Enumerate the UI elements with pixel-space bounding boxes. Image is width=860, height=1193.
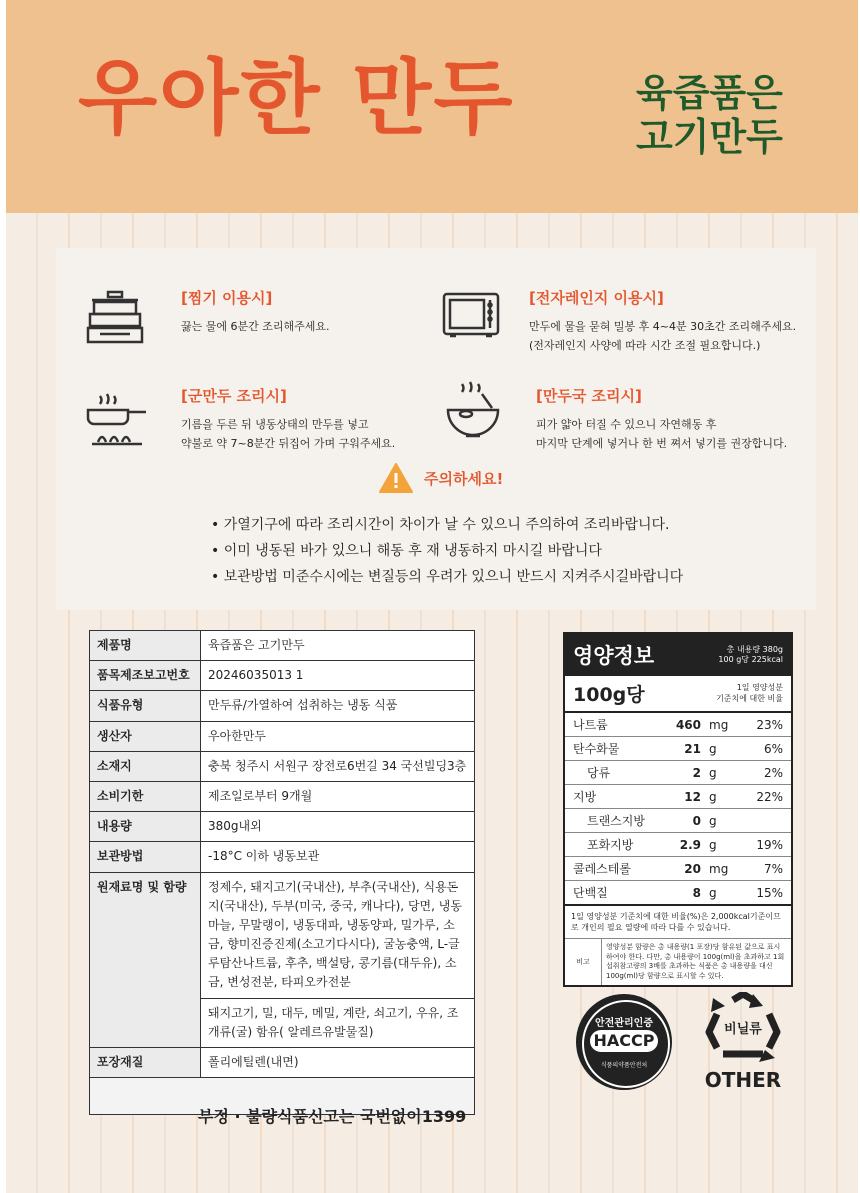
info-row — [90, 1048, 475, 1078]
method-title: [군만두 조리시] — [181, 387, 287, 405]
allergens-value: 돼지고기, 밀, 대두, 메밀, 계란, 쇠고기, 우유, 조개류(굴) 함유( 알레르유발물질) — [201, 998, 475, 1047]
method-desc-line: 기름을 두른 뒤 냉동상태의 만두를 넣고 — [181, 418, 369, 431]
haccp-badge — [576, 994, 672, 1090]
info-label: 생산자 — [90, 721, 201, 751]
info-value: 제조일로부터 9개월 — [201, 781, 475, 811]
method-desc — [181, 318, 330, 337]
nutrient-row — [565, 785, 791, 809]
nutrient-unit: g — [709, 741, 717, 756]
nutrient-row — [565, 713, 791, 737]
nutrient-row — [565, 809, 791, 833]
note-text: 영양성분 함량은 총 내용량(1 포장)당 함유된 값으로 표시 하여야 한다. 다만, 총 내용량이 100g(ml)을 초과하고 1회 섭취참고량의 3배를 초과하는 식품은 총 내용량을 대신 100g(ml)당 함량으로 표시할 수 있다. — [606, 943, 785, 980]
method-microwave — [529, 287, 796, 355]
info-label: 식품유형 — [90, 691, 201, 721]
method-desc-line: 끓는 물에 6분간 조리해주세요. — [181, 320, 330, 333]
info-value: 육즙품은 고기만두 — [201, 631, 475, 661]
info-label: 원재료명 및 함량 — [90, 872, 201, 1048]
nutrient-value: 12 — [684, 789, 701, 804]
haccp-bottom: 식품의약품안전처 — [600, 1062, 648, 1069]
method-title: [만두국 조리시] — [536, 387, 642, 405]
method-title: [전자레인지 이용시] — [529, 289, 664, 307]
nutrient-percent: 7% — [763, 861, 783, 876]
method-soup — [536, 385, 787, 453]
info-row — [90, 721, 475, 751]
nutrient-value: 0 — [692, 813, 701, 828]
note-label: 비고 — [565, 939, 602, 985]
ingredients-value: 정제수, 돼지고기(국내산), 부추(국내산), 식용돈지(국내산), 두부(미국, 중국, 캐나다), 당면, 냉동마늘, 무말랭이, 냉동대파, 냉동양파, 밀가루, 소금, 향미진증진제(소고기다시다), 굴농충액, L-글루탐산나트륨, 후추, 백설탕, 콩기름(대두유), 소금, 변성전분, 타피오카전분 — [201, 872, 475, 998]
nutrient-value: 20 — [684, 861, 701, 876]
method-desc — [536, 416, 787, 453]
nutrient-percent: 15% — [756, 885, 783, 900]
nutrient-name: 당류 — [587, 766, 611, 780]
nutrient-percent: 19% — [756, 837, 783, 852]
recycle-label: 비닐류 — [724, 1022, 762, 1037]
nutrient-value: 2.9 — [679, 837, 701, 852]
product-label-page — [6, 0, 858, 1193]
warning-title: 주의하세요! — [424, 469, 504, 488]
warning-heading — [378, 462, 503, 494]
info-row — [90, 631, 475, 661]
nutrient-row — [565, 761, 791, 785]
subtitle-line-1: 육즙품은 — [636, 71, 783, 115]
haccp-top: 안전관리인증 — [595, 1018, 653, 1029]
header-banner — [6, 0, 858, 213]
info-label: 소비기한 — [90, 781, 201, 811]
info-value: 20246035013 1 — [201, 661, 475, 691]
nutrition-title: 영양정보 — [573, 644, 655, 668]
microwave-icon — [442, 290, 502, 340]
info-row — [90, 661, 475, 691]
recycle-type: OTHER — [704, 1068, 782, 1092]
nutrition-dv-label — [716, 683, 783, 704]
nutrient-name: 지방 — [573, 790, 597, 804]
info-value: -18°C 이하 냉동보관 — [201, 842, 475, 872]
info-label: 제품명 — [90, 631, 201, 661]
nutrition-facts — [563, 632, 793, 987]
info-value: 우아한만두 — [201, 721, 475, 751]
info-row — [90, 872, 475, 998]
dv-label-line: 기준치에 대한 비율 — [716, 693, 783, 703]
steamer-icon — [84, 290, 146, 346]
recycle-mark — [698, 992, 788, 1092]
nutrition-note — [565, 938, 791, 985]
dv-label-line: 1일 영양성분 — [736, 683, 783, 693]
info-value: 380g내외 — [201, 812, 475, 842]
method-steamer — [181, 287, 330, 337]
method-pan-fry — [181, 385, 395, 453]
product-info-table — [89, 630, 475, 1115]
nutrient-unit: g — [709, 885, 717, 900]
nutrition-kcal: 100 g당 225kcal — [718, 655, 783, 664]
method-desc — [529, 318, 796, 355]
method-title: [찜기 이용시] — [181, 289, 273, 307]
nutrient-unit: g — [709, 765, 717, 780]
nutrient-unit: g — [709, 837, 717, 852]
nutrient-value: 21 — [684, 741, 701, 756]
method-desc-line: 만두에 물을 묻혀 밀봉 후 4~4분 30초간 조리해주세요. — [529, 320, 797, 333]
info-row — [90, 781, 475, 811]
nutrient-unit: mg — [709, 861, 729, 876]
method-desc — [181, 416, 395, 453]
nutrient-unit: mg — [709, 717, 729, 732]
nutrient-percent: 22% — [756, 789, 783, 804]
info-label: 보관방법 — [90, 842, 201, 872]
info-value: 만두류/가열하여 섭취하는 냉동 식품 — [201, 691, 475, 721]
method-desc-line: 피가 얇아 터질 수 있으니 자연해동 후 — [536, 418, 717, 431]
nutrient-name: 탄수화물 — [573, 742, 620, 756]
method-desc-line: (전자레인지 사양에 따라 시간 조절 필요합니다.) — [529, 338, 761, 352]
info-label: 내용량 — [90, 812, 201, 842]
nutrient-row — [565, 881, 791, 904]
method-desc-line: 약불로 약 7~8분간 뒤집어 가며 구워주세요. — [181, 436, 396, 450]
nutrient-percent: 6% — [763, 741, 783, 756]
warning-item: • 보관방법 미준수시에는 변질등의 우려가 있으니 반드시 지켜주시길바랍니다 — [211, 564, 683, 590]
method-desc-line: 마지막 단계에 넣거나 한 번 쪄서 넣기를 권장합니다. — [536, 436, 788, 450]
info-label: 소재지 — [90, 751, 201, 781]
nutrition-per-row — [565, 676, 791, 713]
nutrition-per-label: 100g당 — [573, 684, 645, 706]
info-row — [90, 842, 475, 872]
nutrient-name: 나트륨 — [573, 718, 608, 732]
nutrient-unit: g — [709, 789, 717, 804]
info-label: 품목제조보고번호 — [90, 661, 201, 691]
soup-bowl-icon — [444, 380, 502, 444]
nutrient-row — [565, 833, 791, 857]
nutrient-name: 포화지방 — [587, 838, 634, 852]
nutrient-value: 8 — [692, 885, 701, 900]
nutrient-row — [565, 857, 791, 881]
nutrient-percent: 23% — [756, 717, 783, 732]
brand-title: 우아한 만두 — [78, 51, 515, 146]
nutrient-percent: 2% — [763, 765, 783, 780]
nutrition-total: 총 내용량 380g — [726, 644, 783, 654]
report-hotline: 부정 · 불량식품신고는 국번없이1399 — [198, 1107, 467, 1126]
nutrient-name: 트랜스지방 — [587, 814, 645, 828]
info-value: 충북 청주시 서원구 장전로6번길 34 국선빌딩3층 — [201, 751, 475, 781]
product-subtitle — [636, 72, 783, 159]
warning-item: • 이미 냉동된 바가 있으니 해동 후 재 냉동하지 마시길 바랍니다 — [211, 538, 683, 564]
subtitle-line-2: 고기만두 — [636, 114, 783, 159]
info-row — [90, 691, 475, 721]
info-value: 폴리에틸렌(내면) — [201, 1048, 475, 1078]
nutrient-value: 2 — [692, 765, 701, 780]
nutrition-meta — [718, 645, 783, 666]
nutrition-header — [565, 634, 791, 676]
nutrient-name: 콜레스테롤 — [573, 862, 631, 876]
info-row — [90, 812, 475, 842]
nutrient-name: 단백질 — [573, 886, 608, 900]
info-label: 포장재질 — [90, 1048, 201, 1078]
warning-triangle-icon — [378, 462, 414, 494]
nutrition-footnote: 1일 영양성분 기준치에 대한 비율(%)은 2,000kcal기준이므로 개인의 필요 열량에 따라 다를 수 있습니다. — [565, 904, 791, 938]
nutrient-value: 460 — [675, 717, 701, 732]
nutrient-row — [565, 737, 791, 761]
warning-item: • 가열기구에 따라 조리시간이 차이가 날 수 있으니 주의하여 조리바랍니다. — [211, 512, 683, 538]
frying-pan-icon — [84, 392, 150, 448]
nutrient-unit: g — [709, 813, 717, 828]
info-row — [90, 751, 475, 781]
warning-list — [211, 512, 683, 590]
haccp-main: HACCP — [590, 1030, 658, 1052]
